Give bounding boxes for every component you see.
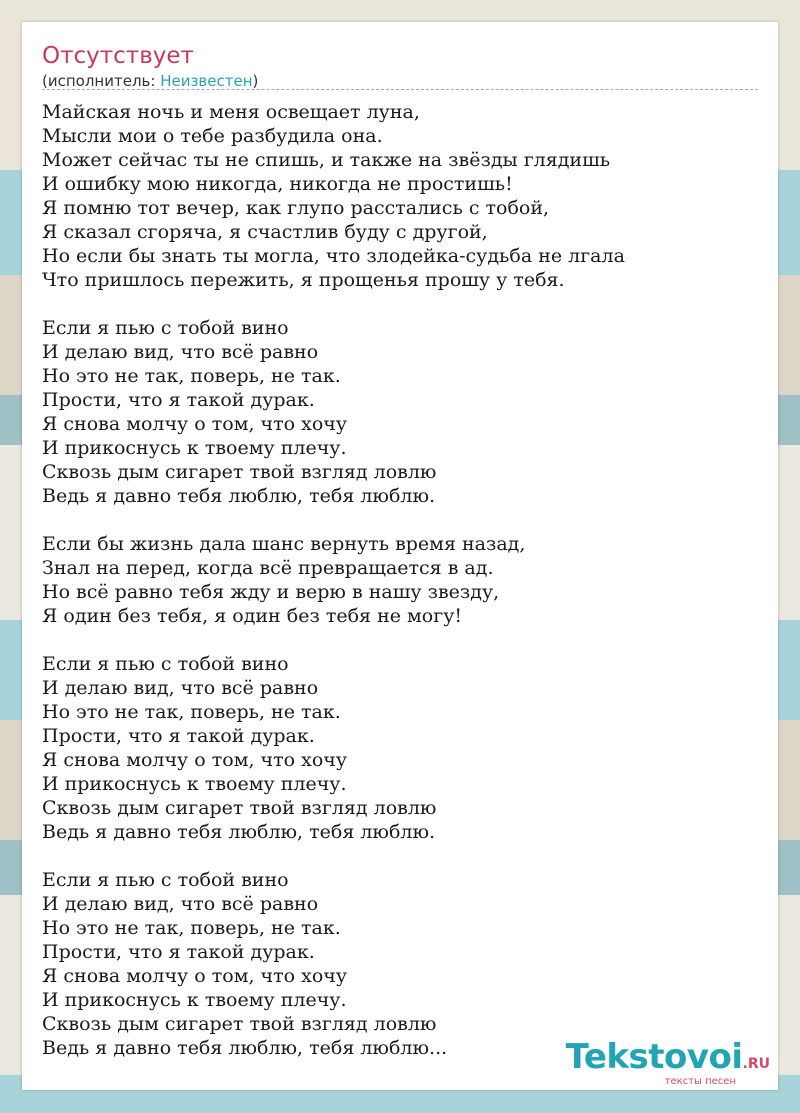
lyric-line: Но это не так, поверь, не так. <box>42 365 341 387</box>
lyric-line: Ведь я давно тебя люблю, тебя люблю... <box>42 1037 448 1059</box>
lyric-line: Сквозь дым сигарет твой взгляд ловлю <box>42 461 437 483</box>
lyric-line: Ведь я давно тебя люблю, тебя люблю. <box>42 821 436 843</box>
lyric-line: И прикоснусь к твоему плечу. <box>42 773 347 795</box>
lyric-line: Прости, что я такой дурак. <box>42 389 315 411</box>
artist-link[interactable]: Неизвестен <box>160 72 253 90</box>
lyric-line: И ошибку мою никогда, никогда не простишь! <box>42 173 513 195</box>
lyric-line: Но если бы знать ты могла, что злодейка-судьба не лгала <box>42 245 625 267</box>
lyric-line: Ведь я давно тебя люблю, тебя люблю. <box>42 485 436 507</box>
lyric-line: И делаю вид, что всё равно <box>42 677 319 699</box>
artist-suffix: ) <box>252 72 259 90</box>
lyric-line: Может сейчас ты не спишь, и также на звёзды глядишь <box>42 149 611 171</box>
lyrics-text <box>42 100 758 1060</box>
lyric-line: Майская ночь и меня освещает луна, <box>42 101 420 123</box>
lyric-line: Я сказал сгоряча, я счастлив буду с другой, <box>42 221 488 243</box>
lyric-line: Мысли мои о тебе разбудила она. <box>42 125 383 147</box>
lyric-line: Но это не так, поверь, не так. <box>42 917 341 939</box>
song-title: Отсутствует <box>42 43 194 69</box>
stanza-break <box>42 292 758 316</box>
artist-prefix: (исполнитель: <box>42 72 161 90</box>
lyric-line: Я снова молчу о том, что хочу <box>42 413 347 435</box>
stanza-break <box>42 628 758 652</box>
logo-domain: .RU <box>742 1056 770 1072</box>
lyric-line: Знал на перед, когда всё превращается в ад. <box>42 557 494 579</box>
lyric-line: Я снова молчу о том, что хочу <box>42 749 347 771</box>
lyrics-card <box>22 22 778 1090</box>
lyric-line: Я один без тебя, я один без тебя не могу! <box>42 605 463 627</box>
stanza-break <box>42 844 758 868</box>
artist-line <box>42 71 258 91</box>
logo-tagline: тексты песен <box>664 1076 736 1087</box>
lyric-line: Сквозь дым сигарет твой взгляд ловлю <box>42 1013 437 1035</box>
title-divider <box>42 89 758 90</box>
logo-wordmark: Tekstovoi <box>565 1037 743 1077</box>
lyric-line: Сквозь дым сигарет твой взгляд ловлю <box>42 797 437 819</box>
lyric-line: Прости, что я такой дурак. <box>42 725 315 747</box>
site-logo[interactable] <box>566 1039 770 1088</box>
lyric-line: Если бы жизнь дала шанс вернуть время назад, <box>42 533 526 555</box>
lyric-line: Если я пью с тобой вино <box>42 317 289 339</box>
stanza-break <box>42 508 758 532</box>
lyric-line: Если я пью с тобой вино <box>42 653 289 675</box>
lyric-line: Но всё равно тебя жду и верю в нашу звезду, <box>42 581 500 603</box>
lyric-line: Я снова молчу о том, что хочу <box>42 965 347 987</box>
lyric-line: Я помню тот вечер, как глупо расстались с тобой, <box>42 197 550 219</box>
lyric-line: И прикоснусь к твоему плечу. <box>42 989 347 1011</box>
lyric-line: Прости, что я такой дурак. <box>42 941 315 963</box>
lyric-line: И делаю вид, что всё равно <box>42 893 319 915</box>
lyric-line: Если я пью с тобой вино <box>42 869 289 891</box>
lyric-line: И делаю вид, что всё равно <box>42 341 319 363</box>
lyric-line: И прикоснусь к твоему плечу. <box>42 437 347 459</box>
lyric-line: Что пришлось пережить, я прощенья прошу у тебя. <box>42 269 565 291</box>
lyric-line: Но это не так, поверь, не так. <box>42 701 341 723</box>
